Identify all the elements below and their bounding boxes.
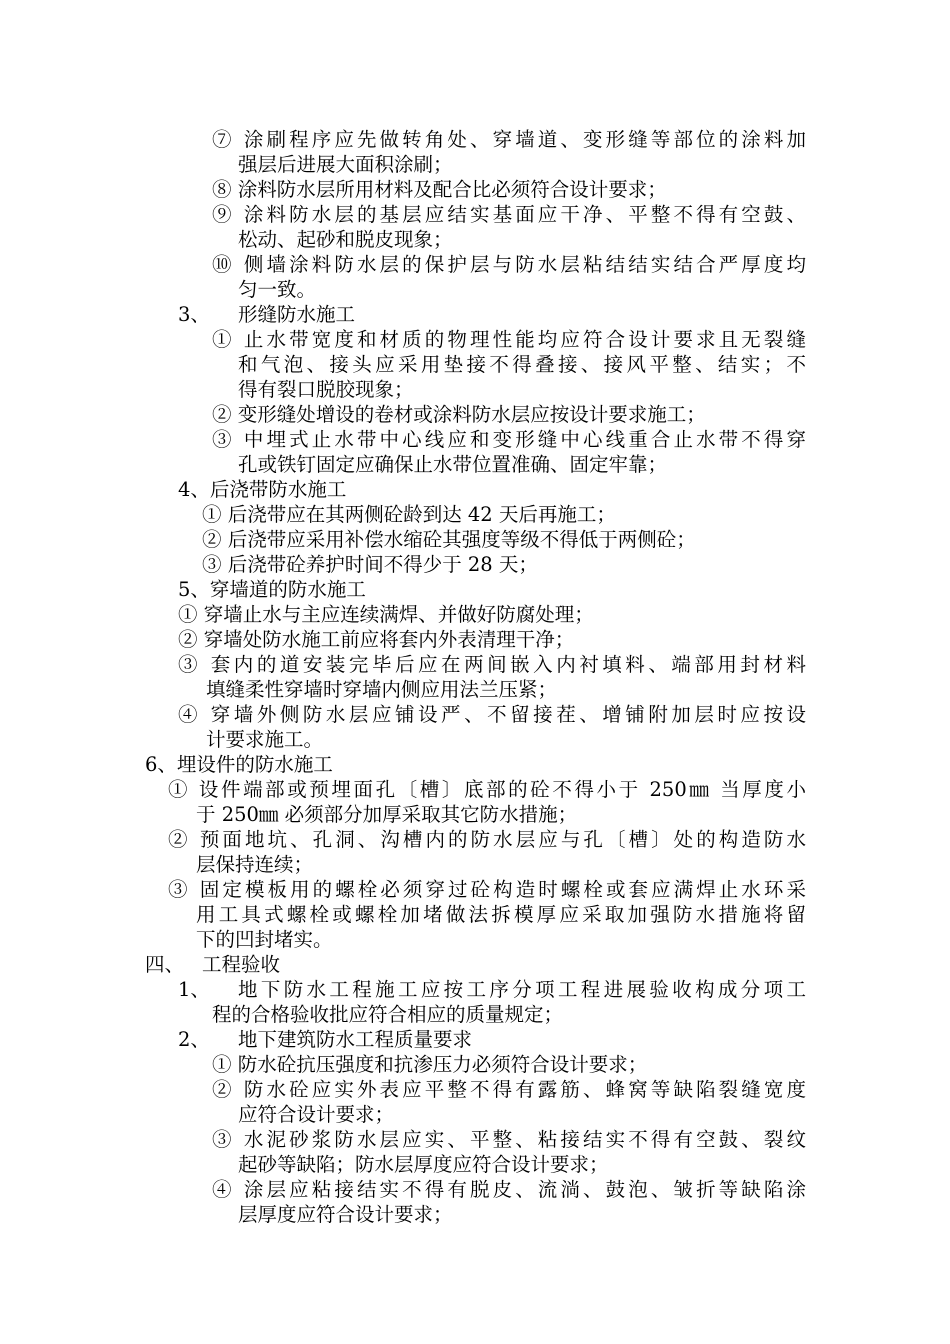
coating-item-10-line-2: 匀一致。 (238, 278, 317, 301)
embedded-item-1-line-2: 于 250㎜ 必须部分加厚采取其它防水措施； (196, 803, 578, 826)
acceptance-p2-number: 2、 (178, 1028, 210, 1051)
joint-item-1-line-2: 和气泡、接头应采用垫接不得叠接、接风平整、结实；不 (238, 353, 806, 376)
embedded-parts-heading: 6、埋设件的防水施工 (145, 753, 333, 776)
wall-pipe-heading: 5、穿墙道的防水施工 (178, 578, 366, 601)
joint-item-3-line-2: 孔或铁钉固定应确保止水带位置准确、固定牢靠； (238, 453, 668, 476)
post-pour-item-1: ① 后浇带应在其两侧砼龄到达 42 天后再施工； (202, 503, 616, 526)
acceptance-p1-number: 1、 (178, 978, 210, 1001)
quality-item-3-line-1: ③ 水泥砂浆防水层应实、平整、粘接结实不得有空鼓、裂纹 (212, 1128, 806, 1151)
joint-item-2: ② 变形缝处增设的卷材或涂料防水层应按设计要求施工； (212, 403, 706, 426)
wall-pipe-item-3-line-1: ③ 套内的道安装完毕后应在两间嵌入内衬填料、端部用封材料 (178, 653, 806, 676)
coating-item-7-line-2: 强层后进展大面积涂刷； (238, 153, 453, 176)
quality-item-3-line-2: 起砂等缺陷；防水层厚度应符合设计要求； (238, 1153, 609, 1176)
coating-item-8: ⑧ 涂料防水层所用材料及配合比必须符合设计要求； (212, 178, 667, 201)
wall-pipe-item-4-line-2: 计要求施工。 (206, 728, 324, 751)
acceptance-heading-number: 四、 (145, 953, 185, 976)
wall-pipe-item-4-line-1: ④ 穿墙外侧防水层应铺设严、不留接茬、增铺附加层时应按设 (178, 703, 806, 726)
post-pour-item-2: ② 后浇带应采用补偿水缩砼其强度等级不得低于两侧砼； (202, 528, 696, 551)
embedded-item-1-line-1: ① 设件端部或预埋面孔〔槽〕底部的砼不得小于 250㎜ 当厚度小 (168, 778, 806, 801)
embedded-item-3-line-2: 用工具式螺栓或螺栓加堵做法拆模厚应采取加强防水措施将留 (196, 903, 806, 926)
quality-item-4-line-2: 层厚度应符合设计要求； (238, 1203, 453, 1226)
coating-item-10-line-1: ⑩ 侧墙涂料防水层的保护层与防水层粘结结实结合严厚度均 (212, 253, 806, 276)
acceptance-p1-line-2: 程的合格验收批应符合相应的质量规定； (212, 1003, 564, 1026)
quality-item-1: ① 防水砼抗压强度和抗渗压力必须符合设计要求； (212, 1053, 648, 1076)
joint-item-1-line-3: 得有裂口脱胶现象； (238, 378, 414, 401)
quality-item-2-line-2: 应符合设计要求； (238, 1103, 395, 1126)
quality-item-2-line-1: ② 防水砼应实外表应平整不得有露筋、蜂窝等缺陷裂缝宽度 (212, 1078, 806, 1101)
acceptance-heading: 工程验收 (202, 953, 281, 976)
wall-pipe-item-1: ① 穿墙止水与主应连续满焊、并做好防腐处理； (178, 603, 594, 626)
acceptance-p2-text: 地下建筑防水工程质量要求 (238, 1028, 473, 1051)
post-pour-item-3: ③ 后浇带砼养护时间不得少于 28 天； (202, 553, 538, 576)
deformation-joint-heading-number: 3、 (178, 303, 210, 326)
acceptance-p1-line-1: 地下防水工程施工应按工序分项工程进展验收构成分项工 (238, 978, 806, 1001)
wall-pipe-item-3-line-2: 填缝柔性穿墙时穿墙内侧应用法兰压紧； (206, 678, 558, 701)
embedded-item-3-line-3: 下的凹封堵实。 (196, 928, 333, 951)
deformation-joint-heading: 形缝防水施工 (238, 303, 356, 326)
embedded-item-3-line-1: ③ 固定模板用的螺栓必须穿过砼构造时螺栓或套应满焊止水环采 (168, 878, 806, 901)
quality-item-4-line-1: ④ 涂层应粘接结实不得有脱皮、流淌、鼓泡、皱折等缺陷涂 (212, 1178, 806, 1201)
joint-item-3-line-1: ③ 中埋式止水带中心线应和变形缝中心线重合止水带不得穿 (212, 428, 806, 451)
coating-item-7-line-1: ⑦ 涂刷程序应先做转角处、穿墙道、变形缝等部位的涂料加 (212, 128, 806, 151)
wall-pipe-item-2: ② 穿墙处防水施工前应将套内外表清理干净； (178, 628, 575, 651)
coating-item-9-line-2: 松动、起砂和脱皮现象； (238, 228, 453, 251)
embedded-item-2-line-2: 层保持连续； (196, 853, 314, 876)
embedded-item-2-line-1: ② 预面地坑、孔洞、沟槽内的防水层应与孔〔槽〕处的构造防水 (168, 828, 806, 851)
post-pour-strip-heading: 4、后浇带防水施工 (178, 478, 347, 501)
coating-item-9-line-1: ⑨ 涂料防水层的基层应结实基面应干净、平整不得有空鼓、 (212, 203, 806, 226)
joint-item-1-line-1: ① 止水带宽度和材质的物理性能均应符合设计要求且无裂缝 (212, 328, 806, 351)
